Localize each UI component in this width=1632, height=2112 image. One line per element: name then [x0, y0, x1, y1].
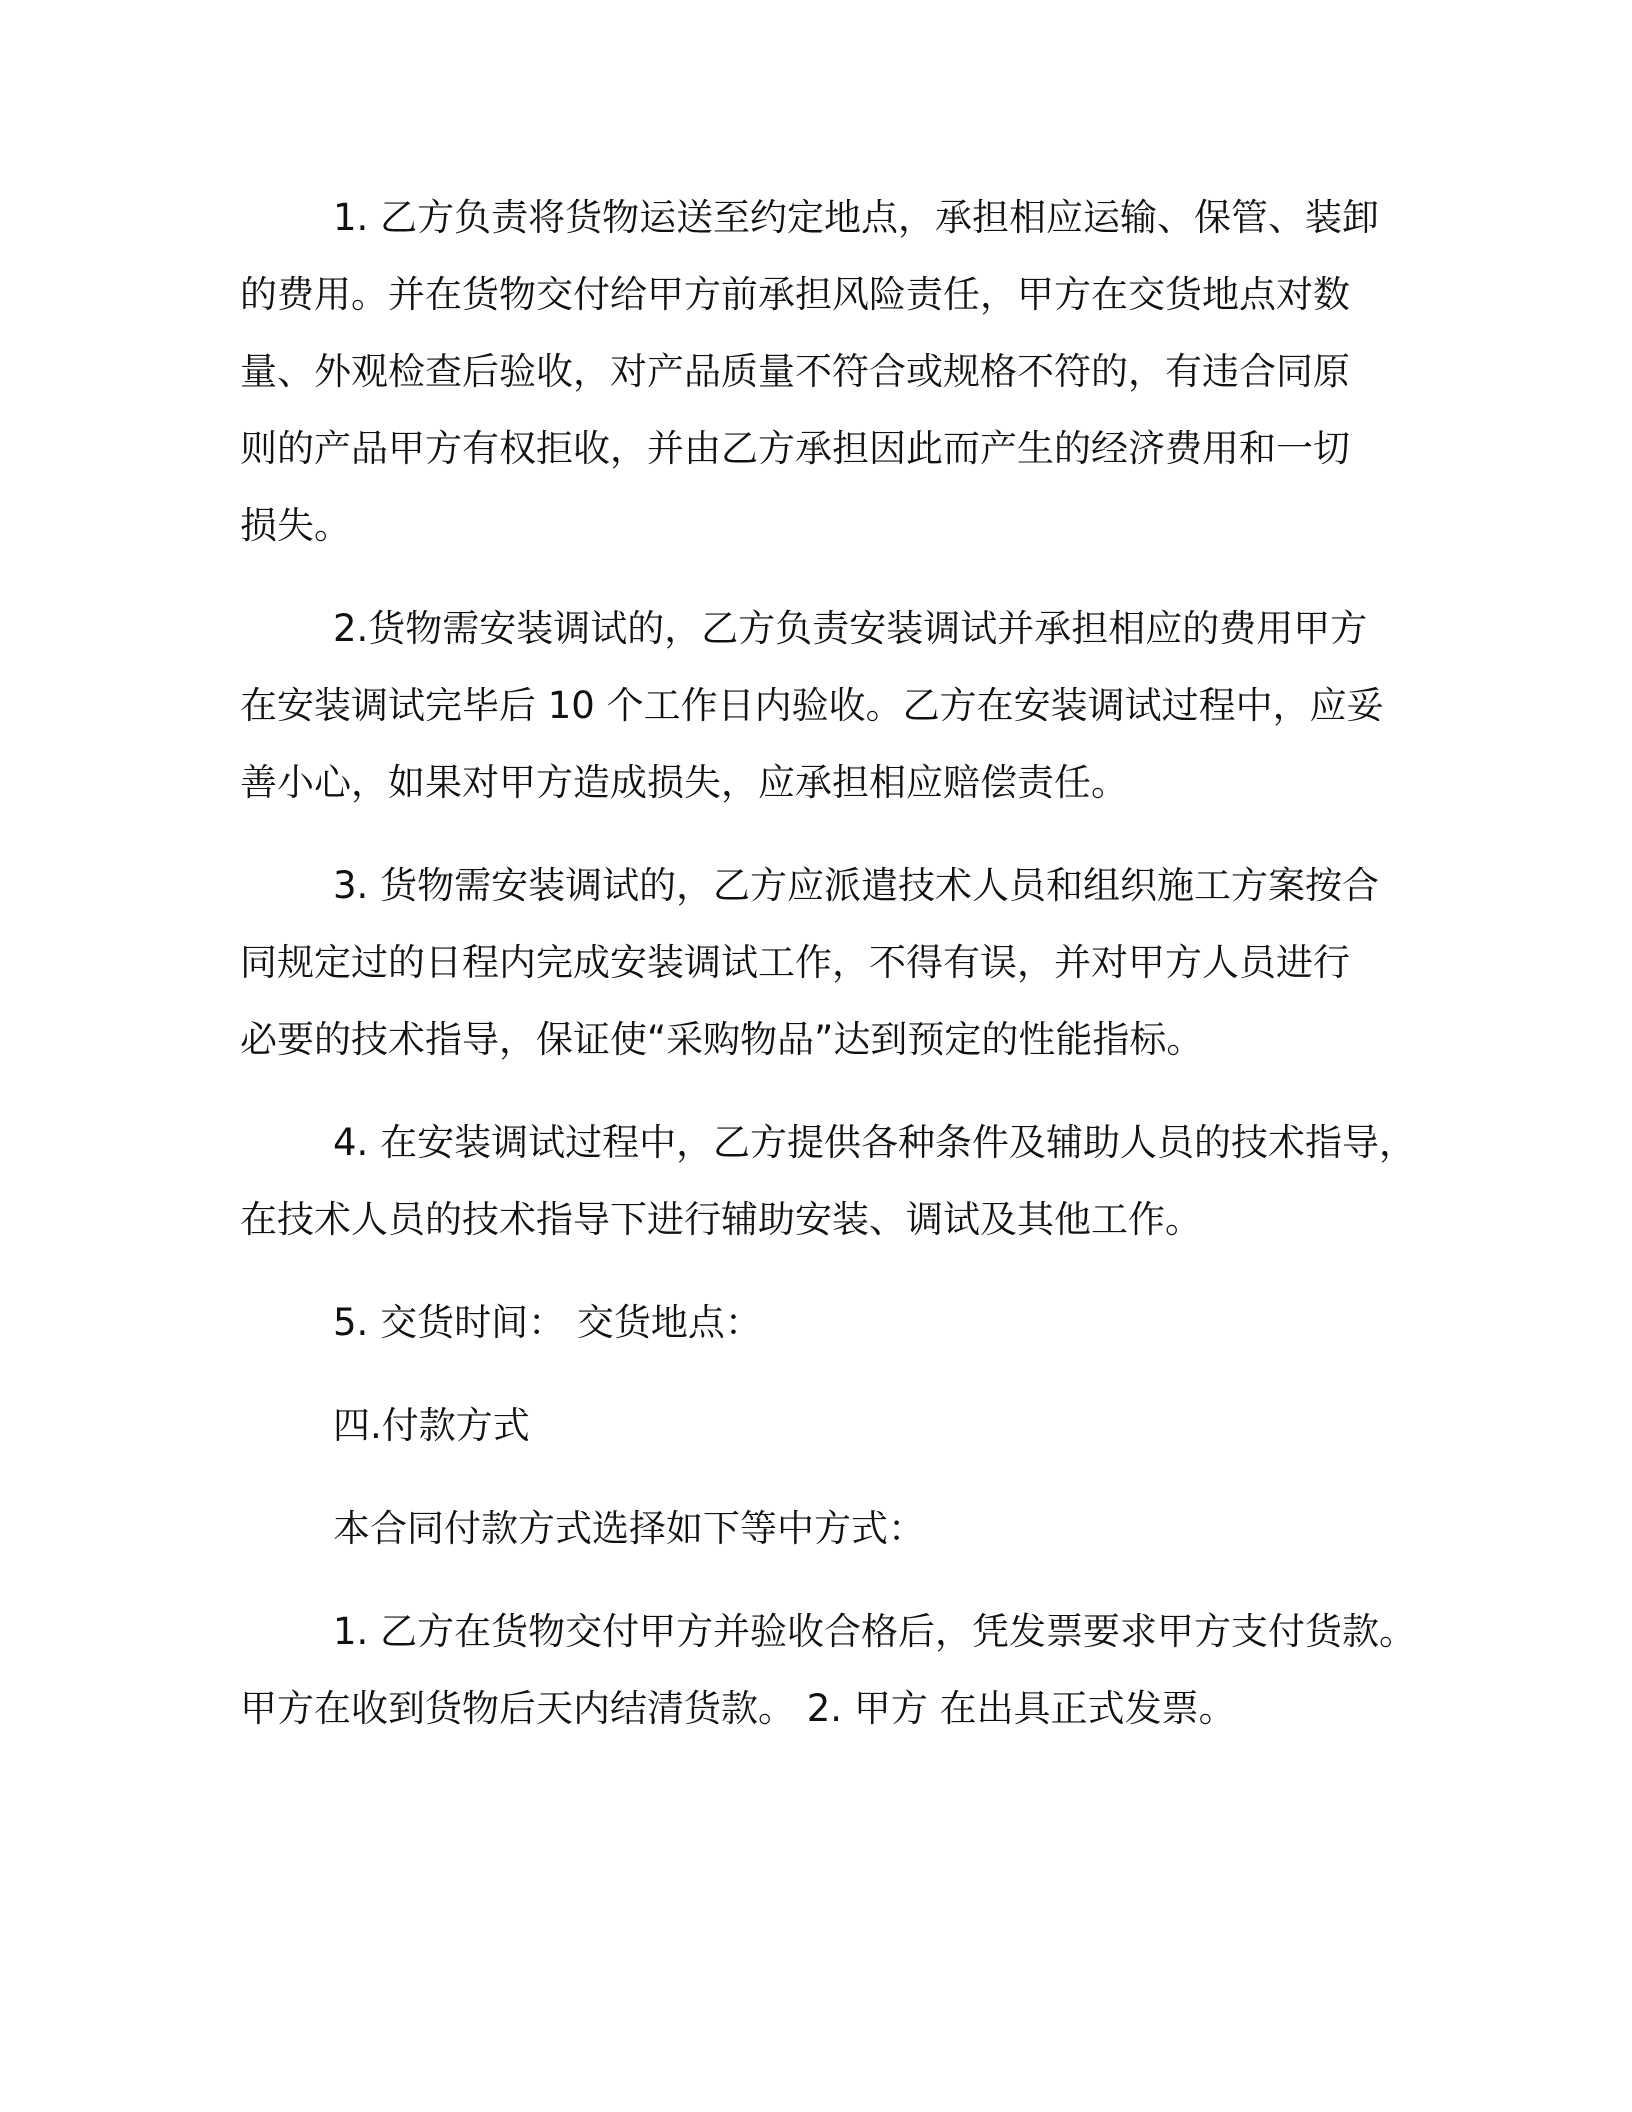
section-heading-payment [240, 1387, 1632, 1464]
text-line: 甲方在收到货物后天内结清货款。 2. 甲方 在出具正式发票。 [240, 1687, 1236, 1730]
text-line: 的费用。并在货物交付给甲方前承担风险责任，甲方在交货地点对数 [240, 273, 1350, 316]
text-line: 损失。 [240, 504, 351, 547]
text-line: 1. 乙方在货物交付甲方并验收合格后，凭发票要求甲方支付货款。 [333, 1610, 1417, 1653]
text-line: 同规定过的日程内完成安装调试工作，不得有误，并对甲方人员进行 [240, 941, 1350, 984]
clause-payment-terms [240, 1593, 1632, 1747]
clause-installation-support [240, 1104, 1632, 1258]
text-line: 在技术人员的技术指导下进行辅助安装、调试及其他工作。 [240, 1198, 1202, 1241]
text-line: 善小心，如果对甲方造成损失，应承担相应赔偿责任。 [240, 761, 1128, 804]
clause-delivery-time-place [240, 1284, 1632, 1361]
text-line: 在安装调试完毕后 10 个工作日内验收。乙方在安装调试过程中，应妥 [240, 684, 1384, 727]
payment-intro [240, 1490, 1632, 1567]
text-line: 5. 交货时间： 交货地点： [333, 1301, 762, 1344]
text-line: 1. 乙方负责将货物运送至约定地点，承担相应运输、保管、装卸 [333, 196, 1380, 239]
text-line: 3. 货物需安装调试的，乙方应派遣技术人员和组织施工方案按合 [333, 864, 1380, 907]
text-line: 则的产品甲方有权拒收，并由乙方承担因此而产生的经济费用和一切 [240, 427, 1350, 470]
text-line: 本合同付款方式选择如下等中方式： [333, 1507, 925, 1550]
clause-installation-acceptance [240, 590, 1632, 821]
clause-delivery-responsibility [240, 179, 1632, 564]
text-line: 4. 在安装调试过程中，乙方提供各种条件及辅助人员的技术指导， [333, 1121, 1417, 1164]
text-line: 量、外观检查后验收，对产品质量不符合或规格不符的，有违合同原 [240, 350, 1350, 393]
clause-technical-staff [240, 847, 1632, 1078]
text-line: 2.货物需安装调试的，乙方负责安装调试并承担相应的费用甲方 [333, 607, 1368, 650]
section-heading: 四.付款方式 [333, 1404, 530, 1447]
text-line: 必要的技术指导，保证使“采购物品”达到预定的性能指标。 [240, 1018, 1204, 1061]
